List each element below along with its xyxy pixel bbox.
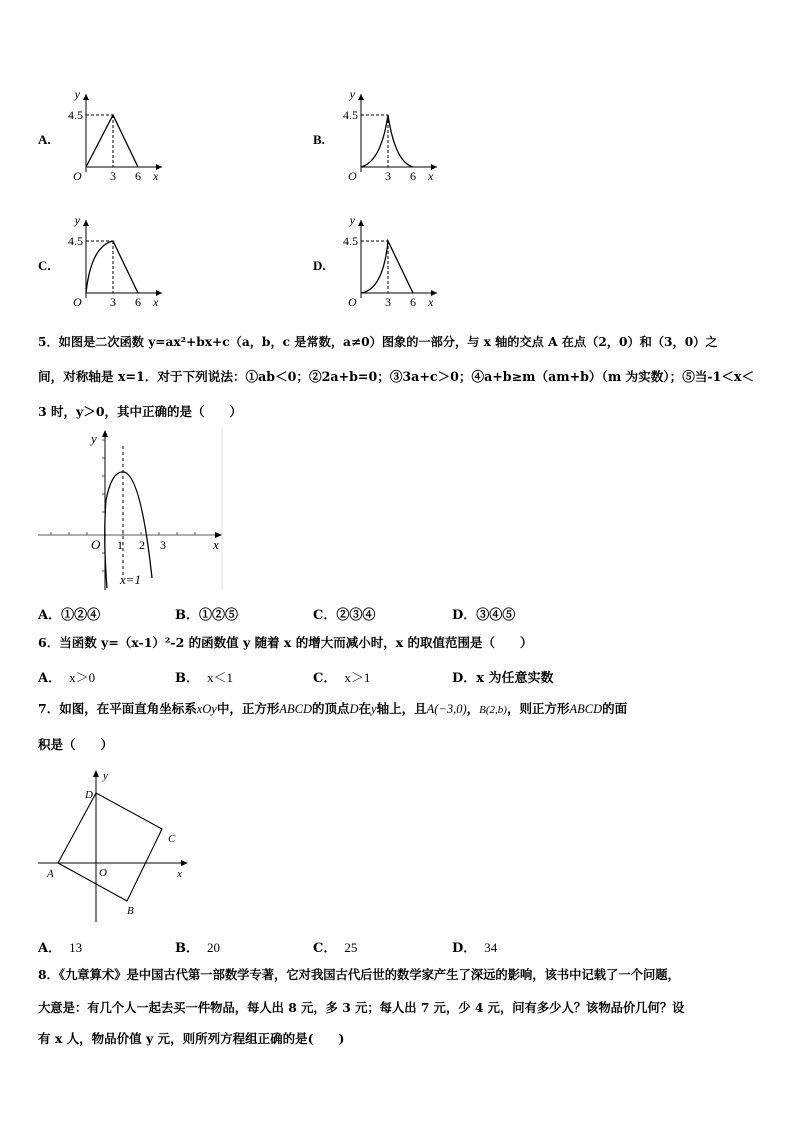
- y-tick-label: 4.5: [343, 234, 358, 248]
- x-tick-label: 6: [135, 295, 141, 309]
- origin-label: O: [73, 169, 82, 183]
- q7-line-1: 7．如图，在平面直角坐标系xOy中，正方形ABCD的顶点D在y轴上，且A(−3,0)，B(2,b)，则正方形ABCD的面: [38, 701, 628, 716]
- option-label: B.: [313, 132, 325, 147]
- q7-square-figure: [36, 765, 196, 925]
- y-tick-label: 4.5: [68, 108, 83, 122]
- x-axis-label: x: [177, 868, 182, 880]
- q6-line-1: 6．当函数 y=（x-1）²-2 的函数值 y 随着 x 的增大而减小时，x 的取值范围是（ ）: [38, 635, 533, 650]
- x-tick-label: 3: [385, 169, 391, 183]
- q6-option-d[interactable]: D．x 为任意实数: [452, 671, 554, 686]
- q5-option-d[interactable]: D．③④⑤: [452, 608, 516, 623]
- q6-option-b[interactable]: B． x＜1: [175, 670, 234, 686]
- x-tick-label: 3: [110, 295, 116, 309]
- y-axis-label: y: [349, 213, 355, 227]
- q5-line-3: 3 时，y＞0，其中正确的是（ ）: [38, 404, 243, 419]
- origin-label: O: [348, 169, 357, 183]
- x-axis-label: x: [153, 295, 159, 309]
- graph-a: [58, 82, 168, 192]
- q5-option-b[interactable]: B．①②⑤: [175, 608, 239, 623]
- q7-option-c[interactable]: C． 25: [313, 940, 358, 956]
- graph-b: [333, 82, 443, 192]
- x-axis-label: x: [213, 537, 219, 552]
- q8-line-1: 8．《九章算术》是中国古代第一部数学专著，它对我国古代后世的数学家产生了深远的影响，该书中记载了一个问题，: [38, 967, 680, 982]
- q8-line-3: 有 x 人，物品价值 y 元，则所列方程组正确的是( ): [38, 1031, 345, 1046]
- q6-option-c[interactable]: C． x＞1: [313, 670, 371, 686]
- y-axis-label: y: [74, 213, 80, 227]
- x-tick-label: 3: [110, 169, 116, 183]
- x-tick-label: 6: [410, 295, 416, 309]
- origin-label: O: [348, 295, 357, 309]
- origin-label: O: [73, 295, 82, 309]
- q7-option-b[interactable]: B． 20: [175, 940, 220, 956]
- q5-option-c[interactable]: C．②③④: [313, 608, 376, 623]
- q7-option-d[interactable]: D． 34: [452, 940, 498, 956]
- vertex-c-label: C: [168, 833, 176, 845]
- x-axis-label: x: [428, 169, 434, 183]
- option-label: C.: [38, 258, 51, 273]
- x-tick-label: 1: [117, 538, 123, 552]
- option-label: A.: [38, 132, 51, 147]
- origin-label: O: [91, 537, 101, 552]
- q5-option-a[interactable]: A．①②④: [38, 608, 101, 623]
- graph-d: [333, 208, 443, 318]
- x-axis-label: x: [428, 295, 434, 309]
- y-axis-label: y: [74, 87, 80, 101]
- vertex-b-label: B: [127, 905, 134, 917]
- x-tick-label: 3: [385, 295, 391, 309]
- axis-of-symmetry-label: x=1: [120, 572, 142, 587]
- q5-parabola-figure: [36, 428, 226, 593]
- x-axis-label: x: [153, 169, 159, 183]
- q7-option-a[interactable]: A． 13: [38, 940, 83, 956]
- option-label: D.: [313, 258, 326, 273]
- x-tick-label: 3: [160, 538, 166, 552]
- q6-option-a[interactable]: A． x＞0: [38, 670, 96, 686]
- y-tick-label: 4.5: [68, 234, 83, 248]
- origin-label: O: [99, 867, 107, 879]
- x-tick-label: 2: [139, 538, 145, 552]
- y-axis-label: y: [91, 431, 97, 446]
- q5-line-1: 5．如图是二次函数 y=ax²+bx+c（a，b，c 是常数，a≠0）图象的一部分，与 x 轴的交点 A 在点（2，0）和（3，0）之: [38, 335, 718, 349]
- x-tick-label: 6: [135, 169, 141, 183]
- q5-line-2: 间，对称轴是 x=1．对于下列说法：①ab＜0；②2a+b=0；③3a+c＞0；④a+b≥m（am+b）（m 为实数）；⑤当-1＜x＜: [38, 369, 755, 384]
- graph-c: [58, 208, 168, 318]
- y-axis-label: y: [103, 770, 108, 782]
- q7-line-2: 积是（ ）: [38, 737, 114, 752]
- q8-line-2: 大意是：有几个人一起去买一件物品，每人出 8 元，多 3 元；每人出 7 元，少 4 元，问有多少人？该物品价几何？设: [38, 1000, 685, 1015]
- y-axis-label: y: [349, 87, 355, 101]
- x-tick-label: 6: [410, 169, 416, 183]
- y-tick-label: 4.5: [343, 108, 358, 122]
- vertex-d-label: D: [85, 789, 93, 801]
- vertex-a-label: A: [47, 868, 54, 880]
